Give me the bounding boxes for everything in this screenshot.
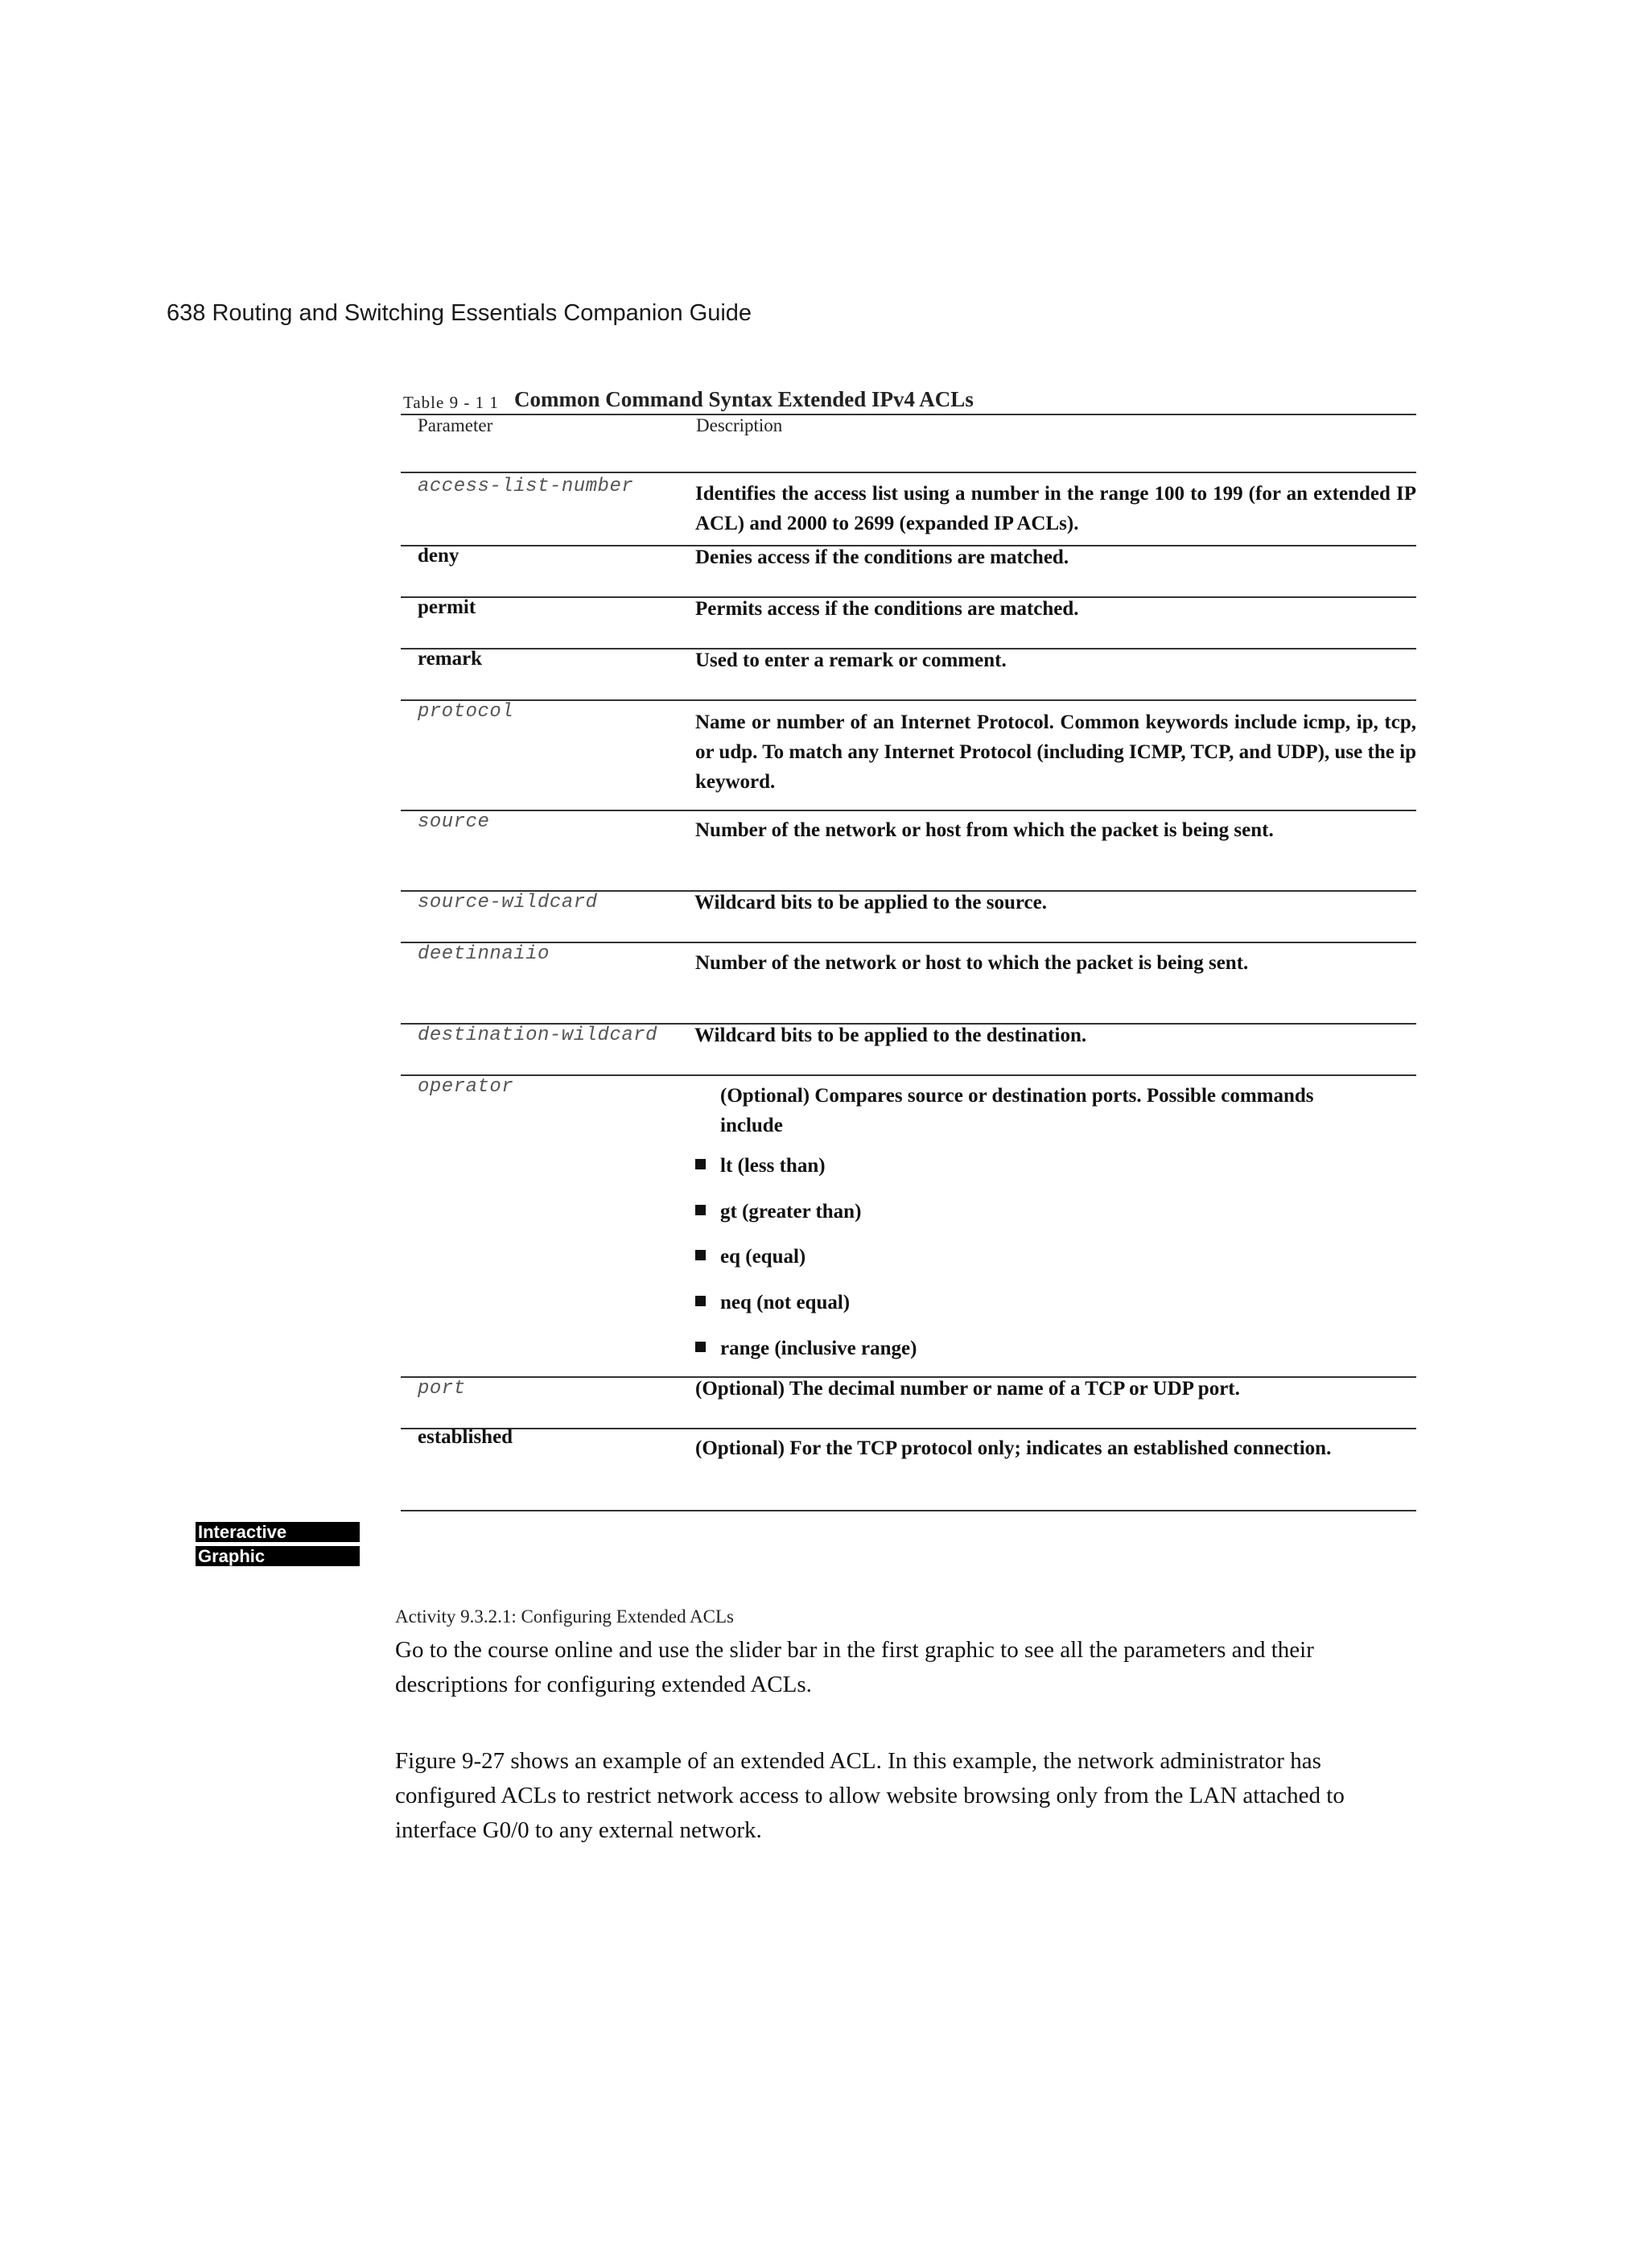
table-number: Table 9 - 1 1 [403, 393, 499, 412]
row-parameter: access-list-number [418, 476, 634, 497]
row-parameter: operator [418, 1076, 514, 1098]
row-parameter: port [418, 1378, 466, 1400]
row-parameter: deetinnaiio [418, 943, 550, 965]
table-caption [401, 387, 1416, 414]
bullet-square-icon [695, 1342, 706, 1352]
row-description: (Optional) For the TCP protocol only; indicates an established connection. [695, 1437, 1332, 1459]
bullet-square-icon [695, 1250, 706, 1260]
table-row [401, 596, 1416, 648]
list-item [695, 1246, 805, 1268]
list-item [695, 1155, 826, 1177]
list-item-label: lt (less than) [720, 1155, 826, 1177]
list-item-label: range (inclusive range) [720, 1338, 917, 1359]
row-parameter: permit [418, 596, 476, 618]
table-row [401, 890, 1416, 942]
row-description: Name or number of an Internet Protocol. Common keywords include icmp, ip, tcp, or udp. To match any Internet Protocol (including ICMP, TCP, and UDP), use the ip keyword. [695, 711, 1416, 793]
row-description: Permits access if the conditions are matched. [695, 598, 1079, 620]
row-parameter: deny [418, 545, 459, 567]
list-item [695, 1292, 850, 1314]
table-row [401, 942, 1416, 1023]
row-parameter: source [418, 811, 490, 833]
row-description: Used to enter a remark or comment. [695, 649, 1007, 671]
row-description: (Optional) Compares source or destination ports. Possible commands include [720, 1085, 1314, 1136]
table-header [401, 414, 1416, 472]
row-description: Number of the network or host to which the packet is being sent. [695, 952, 1249, 974]
row-parameter: destination-wildcard [418, 1025, 658, 1046]
list-item [695, 1201, 861, 1223]
row-description: (Optional) The decimal number or name of a TCP or UDP port. [695, 1378, 1240, 1400]
table-row [401, 810, 1416, 890]
table-row [401, 472, 1416, 545]
acl-syntax-table [401, 387, 1416, 1510]
list-item [695, 1338, 917, 1360]
activity-paragraph: Go to the course online and use the slider bar in the first graphic to see all the parameters and their descriptions for configuring extended ACLs. [395, 1637, 1314, 1697]
row-description: Wildcard bits to be applied to the destination. [694, 1025, 1087, 1046]
row-parameter: established [418, 1426, 513, 1448]
list-item-label: gt (greater than) [720, 1201, 862, 1223]
list-item-label: eq (equal) [720, 1246, 806, 1268]
table-row [401, 1023, 1416, 1074]
list-item-label: neq (not equal) [720, 1292, 851, 1313]
body-paragraph: Figure 9-27 shows an example of an extended ACL. In this example, the network administrator has configured ACLs to restrict network access to allow website browsing only from the LAN attached to interface G0/0 to any external network. [395, 1748, 1345, 1843]
header-parameter: Parameter [418, 415, 493, 435]
interactive-graphic-badge: Interactive [196, 1522, 360, 1542]
bullet-square-icon [695, 1205, 706, 1215]
table-row [401, 545, 1416, 596]
header-description: Description [696, 415, 783, 435]
table-title: Common Command Syntax Extended IPv4 ACLs [514, 387, 974, 411]
table-bottom-rule [401, 1510, 1416, 1511]
row-description: Wildcard bits to be applied to the source. [694, 892, 1047, 913]
row-parameter: protocol [418, 701, 514, 723]
row-description: Denies access if the conditions are matched. [695, 546, 1069, 568]
row-parameter: source-wildcard [418, 892, 598, 913]
table-row [401, 699, 1416, 810]
running-head: 638 Routing and Switching Essentials Companion Guide [167, 300, 752, 326]
table-row [401, 1376, 1416, 1428]
activity-title: Activity 9.3.2.1: Configuring Extended ACLs [395, 1606, 734, 1627]
row-parameter: remark [418, 648, 483, 670]
row-description: Number of the network or host from which the packet is being sent. [695, 819, 1274, 841]
row-description: Identifies the access list using a number in the range 100 to 199 (for an extended IP ACL) and 2000 to 2699 (expanded IP ACLs). [695, 483, 1416, 534]
bullet-square-icon [695, 1159, 706, 1169]
bullet-square-icon [695, 1296, 706, 1306]
interactive-graphic-badge-line2: Graphic [196, 1546, 360, 1566]
table-row [401, 648, 1416, 699]
table-row [401, 1074, 1416, 1376]
table-row [401, 1428, 1416, 1510]
